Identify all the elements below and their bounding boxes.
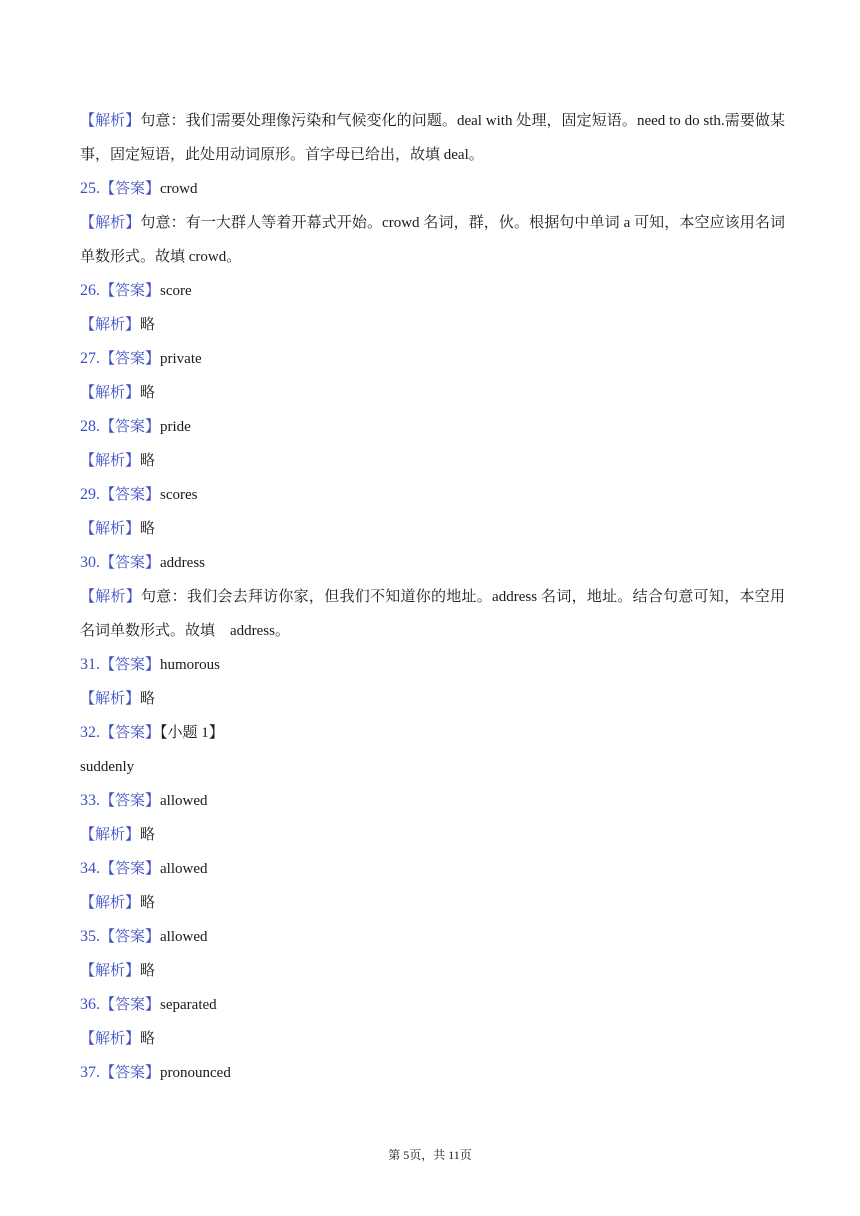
answer-label: 【答案】 <box>100 657 161 673</box>
analysis-label: 【解析】 <box>80 589 142 605</box>
question-number: 26. <box>80 282 100 299</box>
analysis-text: 句意：我们需要处理像污染和气候变化的问题。deal with 处理，固定短语。need to do sth.需要做某事，固定短语，此处用动词原形。首字母已给出，故填 deal。 <box>80 113 785 163</box>
answer-line <box>80 274 785 308</box>
analysis-text: 句意：有一大群人等着开幕式开始。crowd 名词，群，伙。根据句中单词 a 可知，本空应该用名词单数形式。故填 crowd。 <box>80 215 785 265</box>
answer-text: separated <box>160 997 217 1013</box>
answer-text: scores <box>160 487 198 503</box>
analysis-line <box>80 104 785 172</box>
answer-line <box>80 920 785 954</box>
answer-line <box>80 478 785 512</box>
answer-label: 【答案】 <box>100 793 161 809</box>
answer-text: private <box>160 351 202 367</box>
analysis-text: 略 <box>140 317 156 333</box>
analysis-text: 略 <box>140 827 156 843</box>
question-number: 29. <box>80 486 100 503</box>
answer-text: pronounced <box>160 1065 231 1081</box>
answer-label: 【答案】 <box>100 997 161 1013</box>
document-body <box>80 104 785 1090</box>
answer-text: address <box>160 555 206 571</box>
question-number: 28. <box>80 418 100 435</box>
question-number: 37. <box>80 1064 100 1081</box>
analysis-label: 【解析】 <box>80 215 141 231</box>
analysis-text: 略 <box>140 385 156 401</box>
question-number: 33. <box>80 792 100 809</box>
answer-label: 【答案】 <box>100 181 161 197</box>
answer-line <box>80 342 785 376</box>
answer-text: allowed <box>160 929 208 945</box>
answer-text: pride <box>160 419 191 435</box>
analysis-label: 【解析】 <box>80 895 141 911</box>
question-number: 27. <box>80 350 100 367</box>
analysis-line <box>80 1022 785 1056</box>
answer-line <box>80 852 785 886</box>
question-number: 35. <box>80 928 100 945</box>
analysis-line <box>80 444 785 478</box>
answer-label: 【答案】 <box>100 351 161 367</box>
analysis-label: 【解析】 <box>80 827 141 843</box>
answer-label: 【答案】 <box>100 1065 161 1081</box>
analysis-text: 略 <box>140 521 156 537</box>
analysis-line <box>80 206 785 274</box>
question-number: 34. <box>80 860 100 877</box>
analysis-line <box>80 682 785 716</box>
analysis-text: 略 <box>140 453 156 469</box>
analysis-label: 【解析】 <box>80 385 141 401</box>
answer-line <box>80 1056 785 1090</box>
answer-label: 【答案】 <box>100 419 161 435</box>
question-number: 30. <box>80 554 100 571</box>
answer-text: crowd <box>160 181 198 197</box>
analysis-line <box>80 308 785 342</box>
answer-text: allowed <box>160 861 208 877</box>
analysis-text: 句意：我们会去拜访你家，但我们不知道你的地址。address 名词，地址。结合句意可知，本空用名词单数形式。故填 address。 <box>80 589 785 639</box>
page-footer: 第 5页，共 11页 <box>388 1148 472 1162</box>
answer-line <box>80 172 785 206</box>
answer-label: 【答案】 <box>100 487 161 503</box>
analysis-text: 略 <box>140 895 156 911</box>
answer-text: 【小题 1】 <box>160 725 224 741</box>
answer-label: 【答案】 <box>100 929 161 945</box>
answer-line <box>80 410 785 444</box>
analysis-label: 【解析】 <box>80 1031 141 1047</box>
analysis-line <box>80 818 785 852</box>
analysis-line <box>80 580 785 648</box>
answer-line <box>80 784 785 818</box>
answer-text: allowed <box>160 793 208 809</box>
analysis-label: 【解析】 <box>80 691 141 707</box>
analysis-line <box>80 954 785 988</box>
plain-answer-text: suddenly <box>80 759 135 775</box>
analysis-line <box>80 376 785 410</box>
analysis-text: 略 <box>140 963 156 979</box>
answer-text: score <box>160 283 192 299</box>
question-number: 36. <box>80 996 100 1013</box>
question-number: 31. <box>80 656 100 673</box>
analysis-line <box>80 886 785 920</box>
analysis-label: 【解析】 <box>80 317 141 333</box>
answer-line <box>80 648 785 682</box>
answer-line <box>80 716 785 750</box>
analysis-label: 【解析】 <box>80 453 141 469</box>
answer-text: humorous <box>160 657 221 673</box>
question-number: 25. <box>80 180 100 197</box>
analysis-label: 【解析】 <box>80 113 141 129</box>
answer-line <box>80 988 785 1022</box>
analysis-text: 略 <box>140 1031 156 1047</box>
question-number: 32. <box>80 724 100 741</box>
analysis-label: 【解析】 <box>80 963 141 979</box>
answer-label: 【答案】 <box>100 283 161 299</box>
analysis-label: 【解析】 <box>80 521 141 537</box>
analysis-text: 略 <box>140 691 156 707</box>
answer-line <box>80 546 785 580</box>
answer-label: 【答案】 <box>100 725 161 741</box>
analysis-line <box>80 512 785 546</box>
answer-label: 【答案】 <box>100 861 161 877</box>
answer-label: 【答案】 <box>100 555 161 571</box>
